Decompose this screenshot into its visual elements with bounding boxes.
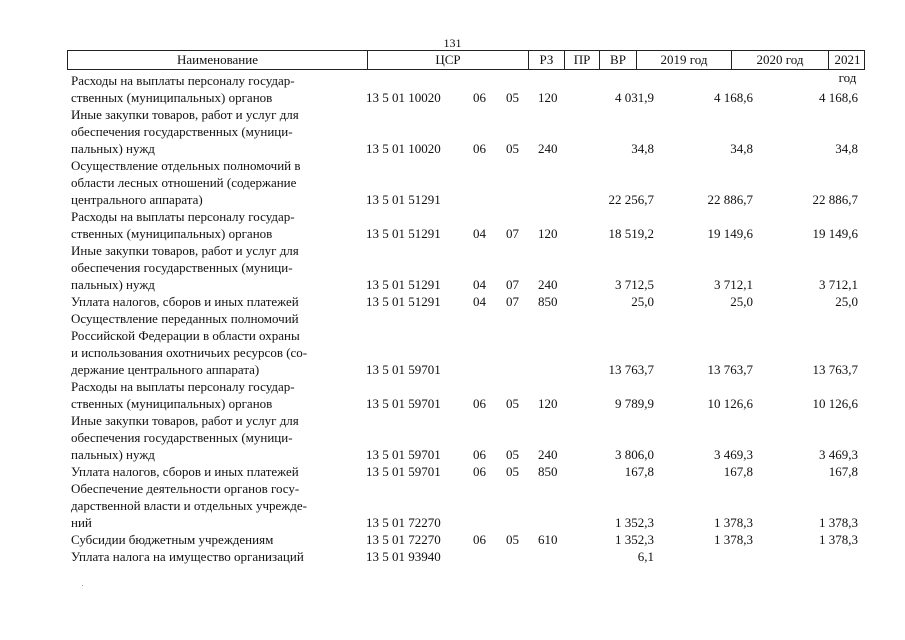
row-name-line: Субсидии бюджетным учреждениям bbox=[71, 532, 274, 547]
row-value-2019: 9 789,9 bbox=[615, 396, 654, 411]
row-value-2019: 3 712,5 bbox=[615, 277, 654, 292]
row-value-2019: 1 352,3 bbox=[615, 532, 654, 547]
row-csr: 13 5 01 51291 bbox=[366, 192, 441, 207]
row-value-2021: 19 149,6 bbox=[812, 226, 858, 241]
row-value-2021: 4 168,6 bbox=[819, 90, 858, 105]
row-value-2020: 167,8 bbox=[723, 464, 753, 479]
row-name-line: обеспечения государственных (муници- bbox=[71, 260, 293, 275]
row-name-line: пальных) нужд bbox=[71, 141, 155, 156]
row-pr: 07 bbox=[506, 294, 519, 309]
row-value-2021: 167,8 bbox=[828, 464, 858, 479]
table-row bbox=[0, 378, 905, 412]
row-name bbox=[71, 72, 346, 106]
row-name-line: ственных (муниципальных) органов bbox=[71, 226, 273, 241]
row-value-2020: 4 168,6 bbox=[714, 90, 753, 105]
row-name bbox=[71, 208, 346, 242]
row-pr: 07 bbox=[506, 226, 519, 241]
table-row bbox=[0, 208, 905, 242]
row-value-2021: 22 886,7 bbox=[812, 192, 858, 207]
row-value-2020: 1 378,3 bbox=[714, 515, 753, 530]
row-value-2020: 13 763,7 bbox=[707, 362, 753, 377]
row-rz: 04 bbox=[473, 294, 486, 309]
row-value-2019: 34,8 bbox=[631, 141, 654, 156]
row-name-line: Уплата налогов, сборов и иных платежей bbox=[71, 464, 299, 479]
row-name bbox=[71, 480, 346, 531]
header-2020: 2020 год bbox=[732, 51, 829, 69]
row-value-2019: 167,8 bbox=[624, 464, 654, 479]
row-name-line: обеспечения государственных (муници- bbox=[71, 430, 293, 445]
row-value-2021: 3 469,3 bbox=[819, 447, 858, 462]
row-value-2020: 34,8 bbox=[730, 141, 753, 156]
table-row bbox=[0, 242, 905, 293]
row-value-2021: 3 712,1 bbox=[819, 277, 858, 292]
row-csr: 13 5 01 72270 bbox=[366, 515, 441, 530]
row-name bbox=[71, 531, 346, 548]
table-row bbox=[0, 106, 905, 157]
row-csr: 13 5 01 59701 bbox=[366, 362, 441, 377]
row-value-2021: 1 378,3 bbox=[819, 515, 858, 530]
row-name-line: Иные закупки товаров, работ и услуг для bbox=[71, 107, 299, 122]
row-vr: 240 bbox=[538, 277, 558, 292]
row-csr: 13 5 01 72270 bbox=[366, 532, 441, 547]
row-name bbox=[71, 293, 346, 310]
table-row bbox=[0, 548, 905, 565]
row-name-line: Уплата налогов, сборов и иных платежей bbox=[71, 294, 299, 309]
row-name-line: Расходы на выплаты персоналу государ- bbox=[71, 379, 295, 394]
row-name-line: Расходы на выплаты персоналу государ- bbox=[71, 209, 295, 224]
row-name bbox=[71, 412, 346, 463]
row-csr: 13 5 01 51291 bbox=[366, 226, 441, 241]
row-vr: 850 bbox=[538, 294, 558, 309]
table-row bbox=[0, 531, 905, 548]
row-value-2020: 25,0 bbox=[730, 294, 753, 309]
row-csr: 13 5 01 59701 bbox=[366, 447, 441, 462]
row-vr: 120 bbox=[538, 396, 558, 411]
row-name-line: Осуществление переданных полномочий bbox=[71, 311, 299, 326]
row-vr: 610 bbox=[538, 532, 558, 547]
row-csr: 13 5 01 10020 bbox=[366, 90, 441, 105]
row-vr: 120 bbox=[538, 90, 558, 105]
header-2021: 2021 год bbox=[834, 52, 861, 85]
row-name-line: дарственной власти и отдельных учрежде- bbox=[71, 498, 307, 513]
row-name bbox=[71, 310, 346, 378]
row-csr: 13 5 01 59701 bbox=[366, 464, 441, 479]
header-pr: ПР bbox=[565, 51, 600, 69]
row-csr: 13 5 01 51291 bbox=[366, 294, 441, 309]
row-csr: 13 5 01 51291 bbox=[366, 277, 441, 292]
table-row bbox=[0, 157, 905, 208]
table-row bbox=[0, 293, 905, 310]
row-value-2019: 25,0 bbox=[631, 294, 654, 309]
row-value-2020: 10 126,6 bbox=[707, 396, 753, 411]
row-rz: 04 bbox=[473, 226, 486, 241]
row-vr: 240 bbox=[538, 447, 558, 462]
row-rz: 06 bbox=[473, 447, 486, 462]
row-value-2021: 25,0 bbox=[835, 294, 858, 309]
table-row bbox=[0, 412, 905, 463]
row-value-2021: 1 378,3 bbox=[819, 532, 858, 547]
header-vr: ВР bbox=[600, 51, 637, 69]
row-value-2019: 1 352,3 bbox=[615, 515, 654, 530]
row-pr: 05 bbox=[506, 141, 519, 156]
row-pr: 05 bbox=[506, 532, 519, 547]
row-name-line: ственных (муниципальных) органов bbox=[71, 396, 273, 411]
header-2019: 2019 год bbox=[637, 51, 732, 69]
row-name-line: Уплата налога на имущество организаций bbox=[71, 549, 304, 564]
row-csr: 13 5 01 10020 bbox=[366, 141, 441, 156]
row-value-2019: 22 256,7 bbox=[608, 192, 654, 207]
row-rz: 06 bbox=[473, 464, 486, 479]
header-rz: РЗ bbox=[529, 51, 565, 69]
row-rz: 06 bbox=[473, 90, 486, 105]
row-rz: 06 bbox=[473, 532, 486, 547]
row-name-line: пальных) нужд bbox=[71, 277, 155, 292]
header-name: Наименование bbox=[68, 51, 368, 69]
row-name bbox=[71, 548, 346, 565]
table-row bbox=[0, 463, 905, 480]
row-name-line: пальных) нужд bbox=[71, 447, 155, 462]
header-csr: ЦСР bbox=[368, 51, 529, 69]
row-csr: 13 5 01 93940 bbox=[366, 549, 441, 564]
row-rz: 04 bbox=[473, 277, 486, 292]
row-name-line: центрального аппарата) bbox=[71, 192, 203, 207]
row-name-line: обеспечения государственных (муници- bbox=[71, 124, 293, 139]
row-value-2019: 6,1 bbox=[637, 549, 654, 564]
table-row bbox=[0, 310, 905, 378]
page-number: 131 bbox=[443, 36, 462, 50]
row-name-line: Обеспечение деятельности органов госу- bbox=[71, 481, 300, 496]
row-name-line: области лесных отношений (содержание bbox=[71, 175, 297, 190]
row-value-2020: 3 712,1 bbox=[714, 277, 753, 292]
row-vr: 850 bbox=[538, 464, 558, 479]
table-body bbox=[0, 72, 905, 565]
scan-speck bbox=[82, 585, 83, 586]
row-pr: 05 bbox=[506, 447, 519, 462]
row-value-2019: 4 031,9 bbox=[615, 90, 654, 105]
row-name bbox=[71, 157, 346, 208]
row-name-line: и использования охотничьих ресурсов (со- bbox=[71, 345, 308, 360]
row-value-2019: 3 806,0 bbox=[615, 447, 654, 462]
row-pr: 05 bbox=[506, 396, 519, 411]
row-pr: 05 bbox=[506, 464, 519, 479]
row-csr: 13 5 01 59701 bbox=[366, 396, 441, 411]
row-value-2020: 19 149,6 bbox=[707, 226, 753, 241]
row-value-2021: 10 126,6 bbox=[812, 396, 858, 411]
row-name bbox=[71, 378, 346, 412]
row-name bbox=[71, 106, 346, 157]
row-name-line: Расходы на выплаты персоналу государ- bbox=[71, 73, 295, 88]
row-name-line: Российской Федерации в области охраны bbox=[71, 328, 300, 343]
row-name bbox=[71, 463, 346, 480]
row-name-line: ственных (муниципальных) органов bbox=[71, 90, 273, 105]
row-value-2021: 13 763,7 bbox=[812, 362, 858, 377]
row-name-line: ний bbox=[71, 515, 92, 530]
row-value-2019: 13 763,7 bbox=[608, 362, 654, 377]
row-rz: 06 bbox=[473, 141, 486, 156]
row-value-2020: 22 886,7 bbox=[707, 192, 753, 207]
row-name-line: Осуществление отдельных полномочий в bbox=[71, 158, 301, 173]
row-vr: 120 bbox=[538, 226, 558, 241]
row-name-line: держание центрального аппарата) bbox=[71, 362, 260, 377]
row-value-2021: 34,8 bbox=[835, 141, 858, 156]
row-value-2020: 3 469,3 bbox=[714, 447, 753, 462]
table-row bbox=[0, 72, 905, 106]
row-pr: 07 bbox=[506, 277, 519, 292]
row-name-line: Иные закупки товаров, работ и услуг для bbox=[71, 413, 299, 428]
table-row bbox=[0, 480, 905, 531]
row-name bbox=[71, 242, 346, 293]
row-value-2020: 1 378,3 bbox=[714, 532, 753, 547]
row-vr: 240 bbox=[538, 141, 558, 156]
row-pr: 05 bbox=[506, 90, 519, 105]
row-rz: 06 bbox=[473, 396, 486, 411]
row-value-2019: 18 519,2 bbox=[608, 226, 654, 241]
row-name-line: Иные закупки товаров, работ и услуг для bbox=[71, 243, 299, 258]
